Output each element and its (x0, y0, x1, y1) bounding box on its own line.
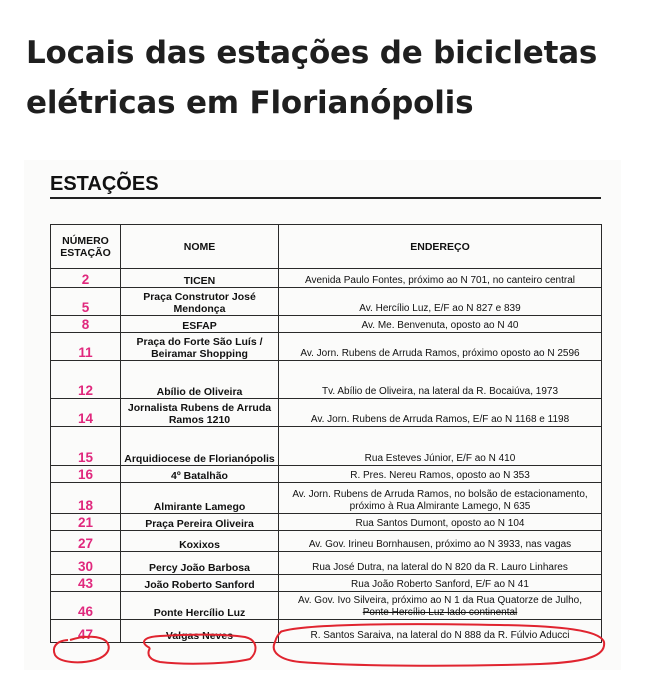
section-divider (50, 197, 601, 199)
station-name: ESFAP (121, 316, 279, 333)
station-address: R. Santos Saraiva, na lateral do N 888 da R. Fúlvio Aducci (279, 620, 602, 643)
station-name: Jornalista Rubens de Arruda Ramos 1210 (121, 399, 279, 427)
table-row (51, 427, 602, 466)
section-title: ESTAÇÕES (50, 173, 159, 195)
header-address: ENDEREÇO (279, 225, 602, 269)
station-number: 14 (51, 399, 121, 427)
address-text: Av. Gov. Ivo Silveira, próximo ao N 1 da Rua Quatorze de Julho, (297, 595, 583, 606)
station-number: 11 (51, 333, 121, 361)
station-number: 16 (51, 466, 121, 483)
station-name: Ponte Hercílio Luz (121, 592, 279, 620)
table-row (51, 483, 602, 514)
station-number: 43 (51, 575, 121, 592)
table-row (51, 269, 602, 288)
station-number: 12 (51, 361, 121, 399)
header-number-line1: NÚMERO (62, 234, 109, 247)
station-address: Av. Gov. Irineu Bornhausen, próximo ao N 3933, nas vagas (279, 531, 602, 552)
header-number-line2: ESTAÇÃO (60, 246, 111, 259)
table-row (51, 333, 602, 361)
station-name: Praça Pereira Oliveira (121, 514, 279, 531)
table-row (51, 514, 602, 531)
station-number: 5 (51, 288, 121, 316)
stations-table (50, 224, 602, 643)
station-number: 46 (51, 592, 121, 620)
station-address (279, 592, 602, 620)
station-name: Koxixos (121, 531, 279, 552)
table-row (51, 592, 602, 620)
station-address: Av. Hercílio Luz, E/F ao N 827 e 839 (279, 288, 602, 316)
station-name: Praça Construtor José Mendonça (121, 288, 279, 316)
address-struck-text: Ponte Hercílio Luz lado continental (362, 607, 518, 618)
station-address: Rua Santos Dumont, oposto ao N 104 (279, 514, 602, 531)
station-address: Av. Jorn. Rubens de Arruda Ramos, próximo oposto ao N 2596 (279, 333, 602, 361)
station-address: Rua José Dutra, na lateral do N 820 da R. Lauro Linhares (279, 552, 602, 575)
table-row (51, 575, 602, 592)
station-name: Valgas Neves (121, 620, 279, 643)
table-row (51, 288, 602, 316)
station-address: Tv. Abílio de Oliveira, na lateral da R. Bocaiúva, 1973 (279, 361, 602, 399)
table-row (51, 552, 602, 575)
station-address: Rua Esteves Júnior, E/F ao N 410 (279, 427, 602, 466)
station-name: Percy João Barbosa (121, 552, 279, 575)
station-address: Rua João Roberto Sanford, E/F ao N 41 (279, 575, 602, 592)
station-name: João Roberto Sanford (121, 575, 279, 592)
header-station-number (51, 225, 121, 269)
table-header-row (51, 225, 602, 269)
station-address: R. Pres. Nereu Ramos, oposto ao N 353 (279, 466, 602, 483)
table-row (51, 620, 602, 643)
page-title: Locais das estações de bicicletas elétricas em Florianópolis (26, 35, 598, 121)
table-row (51, 316, 602, 333)
station-number: 47 (51, 620, 121, 643)
station-address: Avenida Paulo Fontes, próximo ao N 701, no canteiro central (279, 269, 602, 288)
station-number: 30 (51, 552, 121, 575)
station-number: 21 (51, 514, 121, 531)
station-name: TICEN (121, 269, 279, 288)
station-address: Av. Me. Benvenuta, oposto ao N 40 (279, 316, 602, 333)
station-name: Almirante Lamego (121, 483, 279, 514)
station-address: Av. Jorn. Rubens de Arruda Ramos, no bolsão de estacionamento, próximo à Rua Almirante Lamego, N 635 (279, 483, 602, 514)
station-number: 8 (51, 316, 121, 333)
table-row (51, 531, 602, 552)
station-name: Arquidiocese de Florianópolis (121, 427, 279, 466)
station-address: Av. Jorn. Rubens de Arruda Ramos, E/F ao N 1168 e 1198 (279, 399, 602, 427)
table-row (51, 399, 602, 427)
station-name: Abílio de Oliveira (121, 361, 279, 399)
station-number: 15 (51, 427, 121, 466)
station-number: 27 (51, 531, 121, 552)
station-number: 2 (51, 269, 121, 288)
table-row (51, 361, 602, 399)
station-number: 18 (51, 483, 121, 514)
table-row (51, 466, 602, 483)
station-name: 4º Batalhão (121, 466, 279, 483)
header-name: NOME (121, 225, 279, 269)
station-name: Praça do Forte São Luís / Beiramar Shopping (121, 333, 279, 361)
